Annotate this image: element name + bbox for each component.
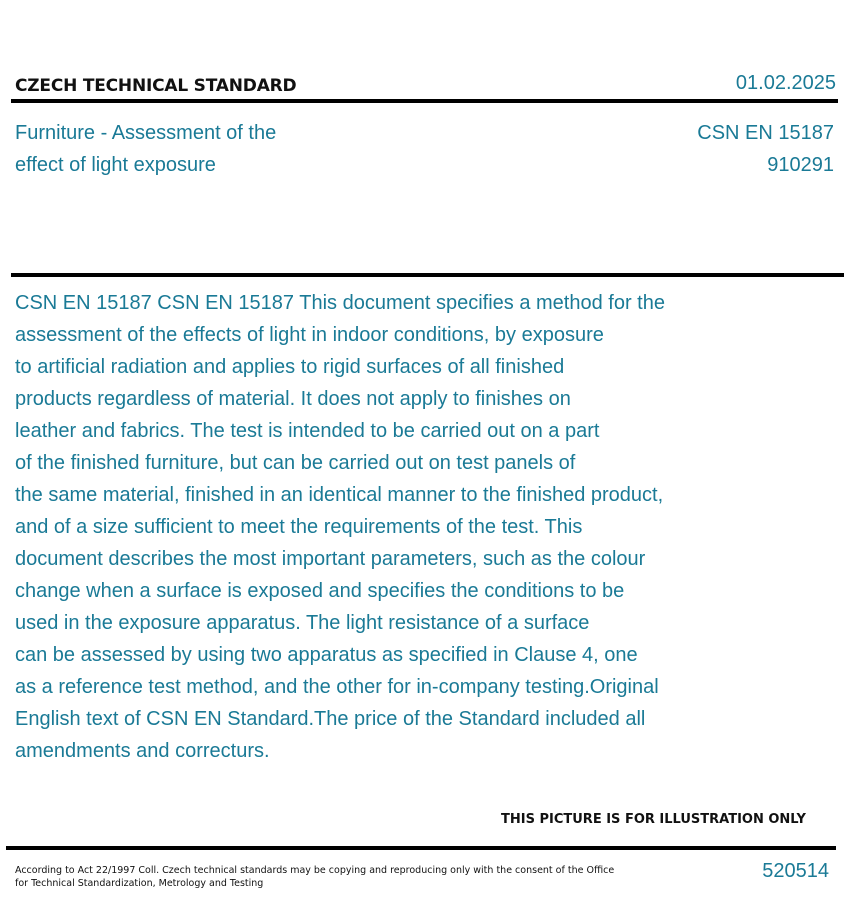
standard-title-line-1: Furniture - Assessment of the xyxy=(15,122,277,144)
footer-divider xyxy=(6,846,836,850)
abstract-line: used in the exposure apparatus. The light resistance of a surface xyxy=(15,612,590,634)
legal-notice-line-1: According to Act 22/1997 Coll. Czech technical standards may be copying and reproducing only with the consent of the Office xyxy=(15,865,615,876)
document-code: 520514 xyxy=(762,860,829,882)
abstract-line: assessment of the effects of light in indoor conditions, by exposure xyxy=(15,324,604,346)
standard-number: CSN EN 15187 xyxy=(697,122,834,144)
standard-identifiers xyxy=(697,117,834,181)
legal-notice-line-2: for Technical Standardization, Metrology and Testing xyxy=(15,878,264,889)
issue-date: 01.02.2025 xyxy=(735,72,836,94)
abstract-line: and of a size sufficient to meet the requirements of the test. This xyxy=(15,516,583,538)
standard-title xyxy=(15,117,375,181)
abstract-line: English text of CSN EN Standard.The price of the Standard included all xyxy=(15,708,646,730)
abstract-line: amendments and correcturs. xyxy=(15,740,270,762)
abstract xyxy=(15,287,765,767)
title-divider xyxy=(11,273,844,277)
abstract-line: change when a surface is exposed and specifies the conditions to be xyxy=(15,580,625,602)
abstract-line: CSN EN 15187 CSN EN 15187 This document specifies a method for the xyxy=(15,292,665,314)
abstract-line: of the finished furniture, but can be carried out on test panels of xyxy=(15,452,576,474)
abstract-line: leather and fabrics. The test is intended to be carried out on a part xyxy=(15,420,600,442)
standard-title-line-2: effect of light exposure xyxy=(15,154,216,176)
catalog-number: 910291 xyxy=(767,154,834,176)
legal-notice xyxy=(15,864,615,890)
illustration-note: THIS PICTURE IS FOR ILLUSTRATION ONLY xyxy=(501,812,806,827)
standard-header-title: CZECH TECHNICAL STANDARD xyxy=(15,76,297,96)
header-divider xyxy=(11,99,838,103)
abstract-line: can be assessed by using two apparatus as specified in Clause 4, one xyxy=(15,644,638,666)
abstract-line: the same material, finished in an identical manner to the finished product, xyxy=(15,484,664,506)
abstract-line: to artificial radiation and applies to rigid surfaces of all finished xyxy=(15,356,565,378)
abstract-line: products regardless of material. It does not apply to finishes on xyxy=(15,388,571,410)
abstract-line: document describes the most important parameters, such as the colour xyxy=(15,548,646,570)
abstract-line: as a reference test method, and the other for in-company testing.Original xyxy=(15,676,659,698)
